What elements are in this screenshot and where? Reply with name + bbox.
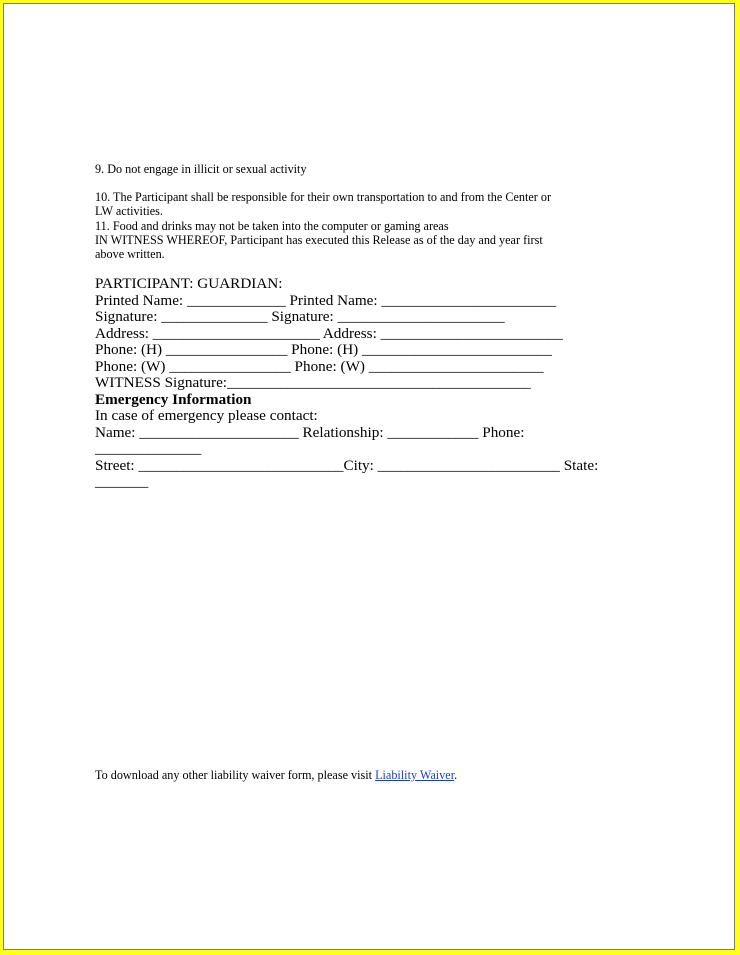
rule-10-line-2: LW activities. — [95, 204, 163, 218]
emergency-name-line: Name: _____________________ Relationship: ____________ Phone: — [95, 424, 525, 441]
signature-line: Signature: ______________ Signature: ______________________ — [95, 308, 505, 325]
rule-9: 9. Do not engage in illicit or sexual activity — [95, 162, 307, 176]
witness-clause-line-2: above written. — [95, 247, 165, 261]
document-page — [3, 3, 735, 950]
emergency-name-line-wrap: ______________ — [95, 440, 202, 457]
witness-clause-line-1: IN WITNESS WHEREOF, Participant has executed this Release as of the day and year first — [95, 233, 543, 247]
street-line-wrap: _______ — [95, 473, 149, 490]
witness-signature-line: WITNESS Signature:________________________________________ — [95, 374, 531, 391]
rule-10-line-1: 10. The Participant shall be responsible for their own transportation to and from the Center or — [95, 190, 552, 204]
printed-name-line: Printed Name: _____________ Printed Name: _______________________ — [95, 292, 557, 309]
address-line: Address: ______________________ Address: ________________________ — [95, 325, 563, 342]
footer-suffix: . — [454, 768, 458, 782]
participant-guardian-heading: PARTICIPANT: GUARDIAN: — [95, 275, 283, 292]
emergency-heading: Emergency Information — [95, 391, 252, 408]
street-line: Street: ___________________________City: ________________________ State: — [95, 457, 599, 474]
footer-text: To download any other liability waiver form, please visit — [95, 768, 376, 782]
liability-waiver-link[interactable]: Liability Waiver — [375, 768, 455, 782]
phone-home-line: Phone: (H) ________________ Phone: (H) _________________________ — [95, 341, 552, 358]
emergency-contact-text: In case of emergency please contact: — [95, 407, 318, 424]
phone-work-line: Phone: (W) ________________ Phone: (W) _______________________ — [95, 358, 544, 375]
rule-11: 11. Food and drinks may not be taken into the computer or gaming areas — [95, 219, 449, 233]
footer-note — [95, 768, 675, 782]
